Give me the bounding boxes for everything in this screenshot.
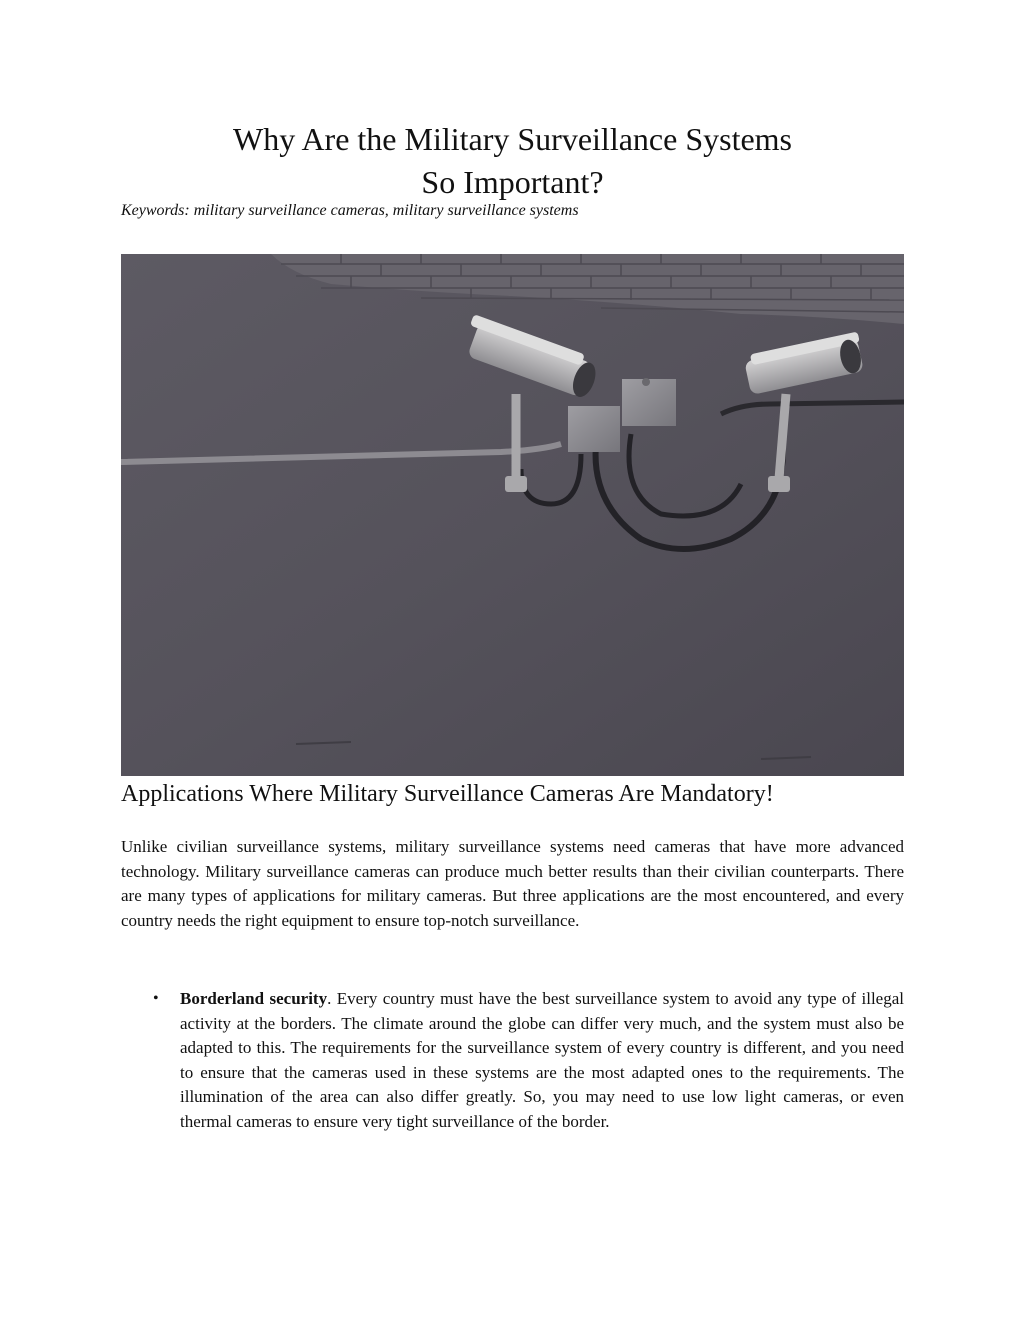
bullet-list: [121, 987, 904, 1135]
document-title: Why Are the Military Surveillance Systems So Important?: [233, 121, 792, 200]
section-heading: Applications Where Military Surveillance Cameras Are Mandatory!: [121, 781, 774, 807]
bullet-text: . Every country must have the best surveillance system to avoid any type of illegal activity at the borders. The climate around the globe can differ very much, and the system must also be adapted to this. The requirements for the surveillance system of every country is different, and you need to ensure that the cameras used in these systems are the most adapted ones to the requirements. The illumination of the area can also differ greatly. So, you may need to use low light cameras, or even thermal cameras to ensure very tight surveillance of the border.: [180, 989, 904, 1131]
document-page: [121, 118, 904, 1131]
bullet-marker: •: [153, 990, 159, 1007]
bullet-lead: Borderland security: [180, 989, 328, 1008]
list-item: [121, 987, 904, 1135]
surveillance-cameras-photo: [121, 254, 904, 776]
intro-paragraph: Unlike civilian surveillance systems, military surveillance systems need cameras that have more advanced technology. Military surveillance cameras can produce much better results than their civilian counterparts. There are many types of applications for military cameras. But three applications are the most encountered, and every country needs the right equipment to ensure top-notch surveillance.: [121, 837, 904, 930]
keywords-line: Keywords: military surveillance cameras, military surveillance systems: [121, 202, 579, 219]
